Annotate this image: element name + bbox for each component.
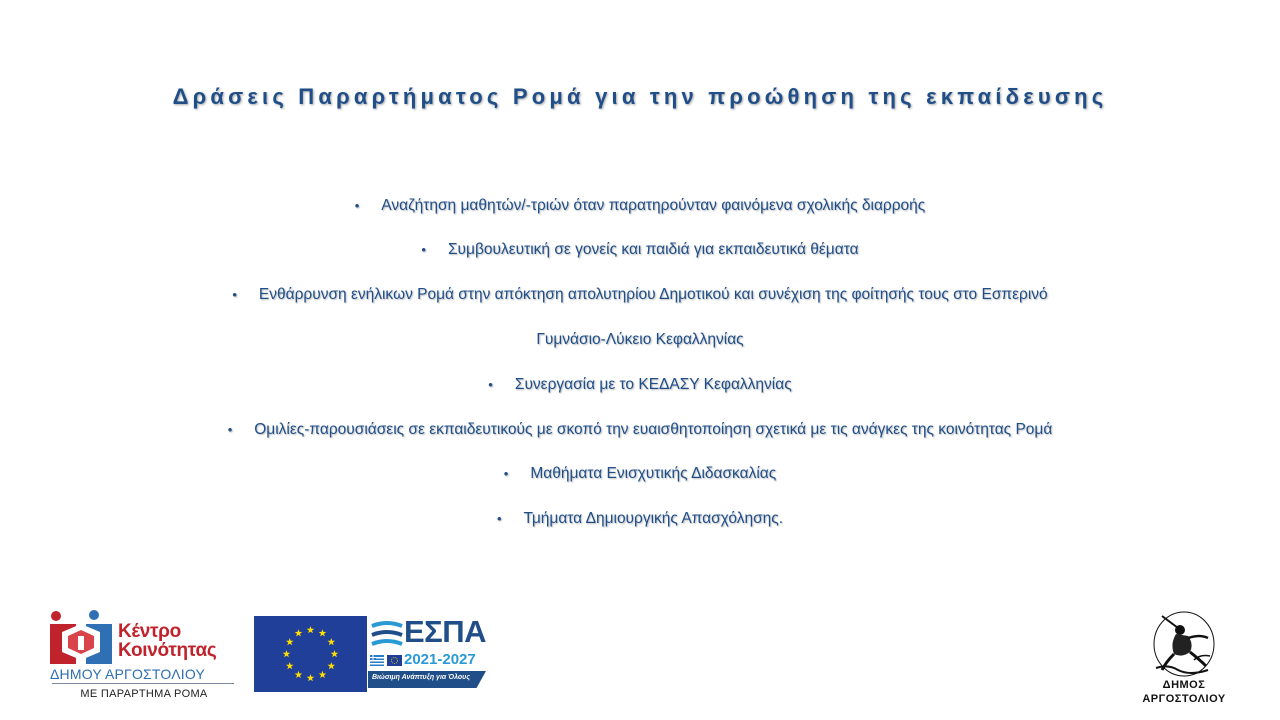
eu-flag-logo <box>254 616 367 692</box>
bullet-dot-icon: • <box>503 466 509 481</box>
dimos-line2: ΑΡΓΟΣΤΟΛΙΟΥ <box>1142 693 1226 705</box>
eu-star-icon <box>327 638 335 645</box>
bullet-text: Τμήματα Δημιουργικής Απασχόλησης. <box>523 510 784 527</box>
bullet-dot-icon: • <box>227 422 233 437</box>
bullet-dot-icon: • <box>421 242 426 257</box>
kentro-annex: ΜΕ ΠΑΡΑΡΤΗΜΑ ΡΟΜΑ <box>80 688 208 700</box>
bullet-item <box>0 376 1280 394</box>
eu-star-icon <box>295 671 303 678</box>
kentro-koinotitas-logo <box>48 606 240 702</box>
bullet-text: Συμβουλευτική σε γονείς και παιδιά για εκπαιδευτικά θέματα <box>447 241 859 258</box>
dimos-argostoliou-logo <box>1138 606 1230 710</box>
kentro-divider <box>52 683 234 684</box>
bullet-text: Αναζήτηση μαθητών/-τριών όταν παρατηρούνταν φαινόμενα σχολικής διαρροής <box>381 197 926 214</box>
bullet-dot-icon: • <box>232 287 237 302</box>
bullet-item <box>0 197 1280 215</box>
bullet-item <box>0 465 1280 483</box>
bullet-text: Μαθήματα Ενισχυτικής Διδασκαλίας <box>530 465 777 482</box>
eu-star-icon <box>319 671 327 678</box>
bullet-text: Γυμνάσιο-Λύκειο Κεφαλληνίας <box>536 331 744 348</box>
eu-star-icon <box>331 650 339 657</box>
eu-flag-icon <box>254 616 367 692</box>
bullet-dot-icon: • <box>496 511 502 526</box>
eu-star-icon <box>286 662 294 669</box>
bullet-item <box>0 510 1280 528</box>
dimos-line1: ΔΗΜΟΣ <box>1162 679 1206 691</box>
eu-star-icon <box>319 629 327 636</box>
kentro-municipality: ΔΗΜΟΥ ΑΡΓΟΣΤΟΛΙΟΥ <box>50 666 206 682</box>
espa-logo-icon <box>370 618 404 652</box>
espa-logo <box>368 616 492 692</box>
kentro-name-line1: Κέντρο <box>118 621 181 642</box>
bullet-text: Ενθάρρυνση ενήλικων Ρομά στην απόκτηση απολυτηρίου Δημοτικού και συνέχιση της φοίτησής τους στο Εσπερινό <box>258 286 1048 303</box>
municipality-emblem-icon <box>1148 608 1220 680</box>
eu-star-icon <box>307 626 315 633</box>
eu-star-icon <box>286 638 294 645</box>
bullet-item <box>0 286 1280 304</box>
espa-years: 2021-2027 <box>404 651 476 668</box>
kentro-name-line2: Κοινότητας <box>118 640 217 661</box>
greek-eu-flags-icon <box>370 655 402 666</box>
kentro-name <box>118 622 216 660</box>
bullet-dot-icon: • <box>488 377 493 392</box>
espa-word: ΕΣΠΑ <box>404 614 487 649</box>
eu-star-icon <box>307 674 315 681</box>
eu-star-icon <box>295 629 303 636</box>
bullet-item <box>0 421 1280 439</box>
eu-star-icon <box>327 662 335 669</box>
bullet-text: Ομιλίες-παρουσιάσεις σε εκπαιδευτικούς με σκοπό την ευαισθητοποίηση σχετικά με τις ανάγκες της κοινότητας Ρομά <box>254 421 1053 438</box>
eu-star-icon <box>283 650 291 657</box>
bullet-dot-icon: • <box>354 198 360 213</box>
bullet-text: Συνεργασία με το ΚΕΔΑΣΥ Κεφαλληνίας <box>514 376 792 393</box>
espa-slogan: Βιώσιμη Ανάπτυξη για Όλους <box>372 674 471 681</box>
slide-title: Δράσεις Παραρτήματος Ρομά για την προώθηση της εκπαίδευσης <box>172 84 1108 109</box>
bullet-continuation <box>0 331 1280 349</box>
bullet-item <box>0 241 1280 259</box>
